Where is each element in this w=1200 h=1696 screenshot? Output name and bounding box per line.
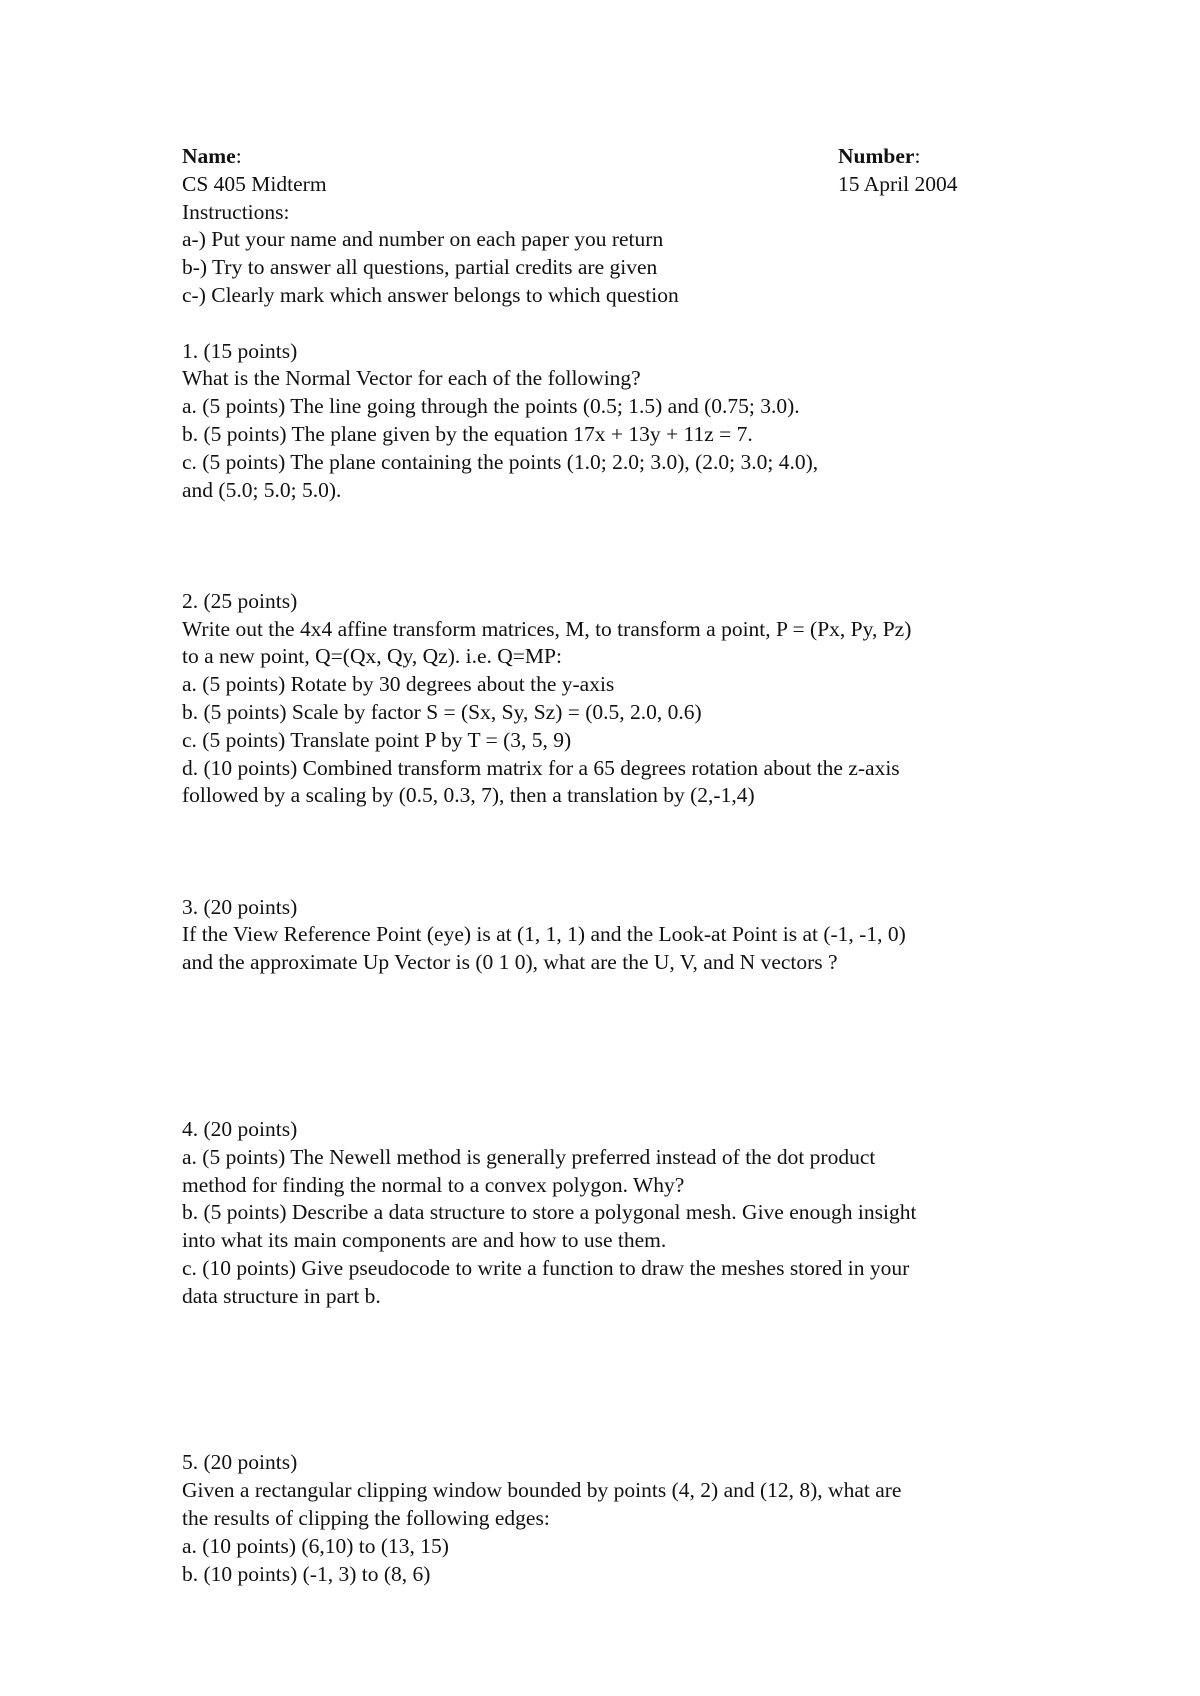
- question-line: c. (10 points) Give pseudocode to write a function to draw the meshes stored in your: [182, 1255, 910, 1280]
- question-line: b. (5 points) The plane given by the equation 17x + 13y + 11z = 7.: [182, 421, 753, 446]
- spacer: [182, 810, 1032, 893]
- question-line: a. (5 points) The line going through the points (0.5; 1.5) and (0.75; 3.0).: [182, 394, 800, 419]
- question-heading: 2. (25 points): [182, 588, 298, 613]
- name-label: Name: [182, 144, 236, 168]
- header-course-row: [182, 171, 1032, 199]
- course-title: CS 405 Midterm: [182, 171, 327, 196]
- question-1: [182, 338, 1032, 505]
- question-line: Given a rectangular clipping window bounded by points (4, 2) and (12, 8), what are: [182, 1478, 902, 1503]
- question-line: followed by a scaling by (0.5, 0.3, 7), then a translation by (2,-1,4): [182, 783, 755, 808]
- question-line: c. (5 points) The plane containing the points (1.0; 2.0; 3.0), (2.0; 3.0; 4.0),: [182, 449, 819, 474]
- number-colon: :: [914, 144, 921, 168]
- question-line: and (5.0; 5.0; 5.0).: [182, 477, 342, 502]
- question-line: the results of clipping the following edges:: [182, 1506, 550, 1531]
- exam-date: 15 April 2004: [838, 171, 958, 196]
- question-2: [182, 588, 1032, 810]
- exam-content: [182, 143, 1032, 1588]
- question-heading: 5. (20 points): [182, 1450, 298, 1475]
- instructions-title: Instructions:: [182, 199, 290, 224]
- spacer: [182, 310, 1032, 338]
- question-line: d. (10 points) Combined transform matrix for a 65 degrees rotation about the z-axis: [182, 755, 900, 780]
- question-line: Write out the 4x4 affine transform matrices, M, to transform a point, P = (Px, Py, Pz): [182, 616, 912, 641]
- question-line: to a new point, Q=(Qx, Qy, Qz). i.e. Q=MP:: [182, 644, 562, 669]
- number-label: Number: [838, 144, 915, 168]
- question-line: b. (5 points) Scale by factor S = (Sx, Sy, Sz) = (0.5, 2.0, 0.6): [182, 699, 702, 724]
- instruction-item: b-) Try to answer all questions, partial credits are given: [182, 255, 658, 280]
- question-3: [182, 894, 1032, 977]
- question-line: data structure in part b.: [182, 1283, 381, 1308]
- name-field: [182, 144, 242, 168]
- header-name-row: [182, 143, 1032, 171]
- question-4: [182, 1116, 1032, 1311]
- name-colon: :: [235, 144, 242, 168]
- question-line: a. (10 points) (6,10) to (13, 15): [182, 1533, 449, 1558]
- spacer: [182, 1310, 1032, 1449]
- question-heading: 1. (15 points): [182, 338, 298, 363]
- question-line: If the View Reference Point (eye) is at (1, 1, 1) and the Look-at Point is at (-1, -1, 0): [182, 922, 906, 947]
- question-line: a. (5 points) Rotate by 30 degrees about the y-axis: [182, 672, 615, 697]
- question-line: c. (5 points) Translate point P by T = (3, 5, 9): [182, 727, 572, 752]
- question-line: b. (5 points) Describe a data structure to store a polygonal mesh. Give enough insight: [182, 1200, 917, 1225]
- question-heading: 4. (20 points): [182, 1116, 298, 1141]
- question-line: and the approximate Up Vector is (0 1 0), what are the U, V, and N vectors ?: [182, 950, 838, 975]
- spacer: [182, 977, 1032, 1116]
- question-5: [182, 1449, 1032, 1588]
- question-line: What is the Normal Vector for each of the following?: [182, 366, 641, 391]
- question-line: a. (5 points) The Newell method is generally preferred instead of the dot product: [182, 1144, 876, 1169]
- question-line: method for finding the normal to a convex polygon. Why?: [182, 1172, 685, 1197]
- number-field: [838, 143, 920, 171]
- instruction-item: a-) Put your name and number on each paper you return: [182, 227, 664, 252]
- question-line: b. (10 points) (-1, 3) to (8, 6): [182, 1561, 431, 1586]
- instruction-item: c-) Clearly mark which answer belongs to which question: [182, 282, 679, 307]
- question-heading: 3. (20 points): [182, 894, 298, 919]
- question-line: into what its main components are and how to use them.: [182, 1228, 667, 1253]
- spacer: [182, 504, 1032, 587]
